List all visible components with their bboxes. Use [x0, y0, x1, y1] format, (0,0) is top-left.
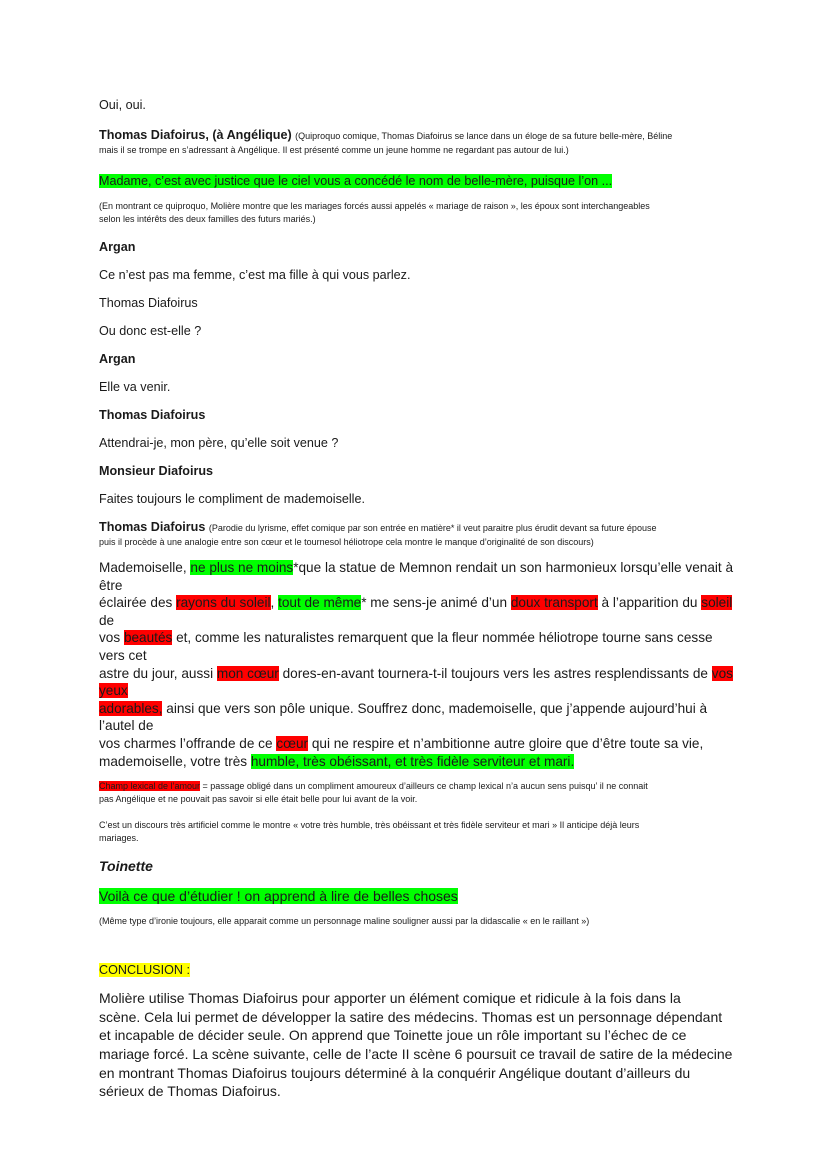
- speech-text: à l’apparition du: [597, 595, 702, 611]
- speech-text: mademoiselle, votre très: [99, 753, 251, 769]
- conclusion-line: scène. Cela lui permet de développer la satire des médecins. Thomas est un personnage dépendant: [99, 1008, 723, 1025]
- reply-oui-oui: Oui, oui.: [99, 98, 146, 112]
- speech-text: ,: [270, 595, 279, 611]
- artificial-note: C’est un discours très artificiel comme le montre « votre très humble, très obéissant et très fidèle serviteur et mari » Il anticipe déjà leurs: [99, 820, 640, 831]
- compliment-speech: [99, 559, 739, 770]
- stage-note-line: puis il procède à une analogie entre son cœur et le tournesol héliotrope cela montre le manque d’originalité de son discours): [99, 537, 594, 547]
- speech-text: vos: [99, 630, 124, 646]
- highlight-green: Madame, c’est avec justice que le ciel vous a concédé le nom de belle-mère, puisque l’on ...: [99, 174, 613, 188]
- speaker-heading-thomas-2: [99, 518, 739, 536]
- speech-line: [99, 559, 739, 594]
- speaker-heading-thomas: [99, 126, 739, 144]
- conclusion-title: [99, 961, 739, 979]
- speaker-name: Argan: [99, 240, 136, 254]
- quiproquo-note: (En montrant ce quiproquo, Molière montre que les mariages forcés aussi appelés « mariage de raison », les époux sont interchangeables: [99, 201, 650, 211]
- toinette-note: (Même type d’ironie toujours, elle apparait comme un personnage maline souligner aussi par la didascalie « en le raillant »): [99, 915, 590, 926]
- speaker-name: Argan: [99, 352, 136, 366]
- highlight-green: humble, très obéissant, et très fidèle serviteur et mari.: [250, 753, 575, 769]
- dialogue-line: Faites toujours le compliment de mademoiselle.: [99, 492, 365, 506]
- conclusion-paragraph: [99, 989, 739, 1101]
- speech-text: de: [99, 612, 115, 628]
- highlight-yellow: CONCLUSION :: [99, 962, 190, 977]
- speech-text: *que la statue de Memnon rendait un son harmonieux lorsqu’elle venait à être: [99, 560, 734, 593]
- stage-note-line: mais il se trompe en s’adressant à Angélique. Il est présenté comme un jeune homme ne regardant pas autour de lui.): [99, 145, 569, 155]
- conclusion-line: en montrant Thomas Diafoirus toujours déterminé à la conquérir Angélique doutant d’ailleurs du: [99, 1064, 691, 1081]
- speaker-name-toinette: Toinette: [99, 858, 153, 875]
- conclusion-line: et incapable de décider seule. On apprend que Toinette joue un rôle important su l’échec de ce: [99, 1027, 687, 1044]
- speaker-name: Thomas Diafoirus: [99, 520, 206, 534]
- highlight-green: tout de même: [278, 595, 362, 611]
- highlight-green: ne plus ne moins: [190, 560, 294, 575]
- conclusion-line: mariage forcé. La scène suivante, celle de l’acte II scène 6 poursuit ce travail de satire de la médecine: [99, 1045, 733, 1062]
- highlight-green: Voilà ce que d’étudier ! on apprend à lire de belles choses: [99, 888, 458, 905]
- dialogue-line: Attendrai-je, mon père, qu’elle soit venue ?: [99, 436, 339, 450]
- stage-note-line: (Parodie du lyrisme, effet comique par son entrée en matière* il veut paraitre plus érudit devant sa future épouse: [208, 523, 657, 533]
- speech-text: qui ne respire et n’ambitionne autre gloire que d’être toute sa vie,: [308, 735, 704, 751]
- lexical-note: pas Angélique et ne pouvait pas savoir si elle était belle pour lui avant de la voir.: [99, 794, 418, 805]
- highlight-red: vos yeux: [99, 665, 733, 699]
- speech-line: [99, 629, 739, 664]
- speech-text: et, comme les naturalistes remarquent que la fleur nommée héliotrope tourne sans cesse vers cet: [99, 630, 713, 663]
- highlight-red: rayons du soleil: [176, 595, 271, 611]
- speech-line: [99, 700, 739, 735]
- highlight-red: beautés: [123, 630, 173, 646]
- document-content: [99, 96, 739, 1101]
- speaker-name: Thomas Diafoirus: [99, 408, 206, 422]
- lexical-note: [99, 780, 739, 793]
- speech-line: [99, 665, 739, 700]
- dialogue-line: Elle va venir.: [99, 380, 171, 394]
- speech-text: dores-en-avant tournera-t-il toujours vers les astres resplendissants de: [278, 665, 712, 681]
- quiproquo-note: selon les intérêts des deux familles des futurs mariés.): [99, 214, 316, 224]
- highlight-red: cœur: [276, 735, 309, 751]
- speech-text: * me sens-je animé d’un: [361, 595, 511, 611]
- artificial-note: mariages.: [99, 833, 139, 844]
- speech-text: ainsi que vers son pôle unique. Souffrez donc, mademoiselle, que j’appende aujourd’hui à l’autel de: [99, 700, 708, 734]
- speech-line: [99, 735, 739, 753]
- highlight-red: doux transport: [510, 595, 598, 611]
- highlight-red: adorables,: [99, 700, 163, 716]
- speech-line: [99, 753, 739, 771]
- dialogue-line: Ce n’est pas ma femme, c’est ma fille à qui vous parlez.: [99, 268, 411, 282]
- speaker-name: Thomas Diafoirus: [99, 296, 198, 310]
- highlight-red: soleil: [701, 595, 733, 611]
- speech-text: astre du jour, aussi: [99, 665, 217, 681]
- stage-note-line: (Quiproquo comique, Thomas Diafoirus se lance dans un éloge de sa future belle-mère, Béline: [295, 131, 673, 141]
- note-text: = passage obligé dans un compliment amoureux d’ailleurs ce champ lexical n’a aucun sens puisqu’ il ne connait: [200, 781, 648, 792]
- speaker-name: Thomas Diafoirus, (à Angélique): [99, 128, 292, 142]
- speech-text: Mademoiselle,: [99, 560, 191, 575]
- speech-text: éclairée des: [99, 595, 177, 611]
- speaker-name: Monsieur Diafoirus: [99, 464, 214, 478]
- toinette-line: [99, 887, 739, 906]
- speech-line: [99, 594, 739, 629]
- madame-line: [99, 172, 739, 190]
- speech-text: vos charmes l’offrande de ce: [99, 735, 277, 751]
- highlight-red: Champ lexical de l’amour: [99, 781, 201, 792]
- conclusion-line: Molière utilise Thomas Diafoirus pour apporter un élément comique et ridicule à la fois dans la: [99, 989, 681, 1006]
- conclusion-line: sérieux de Thomas Diafoirus.: [99, 1083, 281, 1100]
- dialogue-line: Ou donc est-elle ?: [99, 324, 202, 338]
- highlight-red: mon cœur: [216, 665, 279, 681]
